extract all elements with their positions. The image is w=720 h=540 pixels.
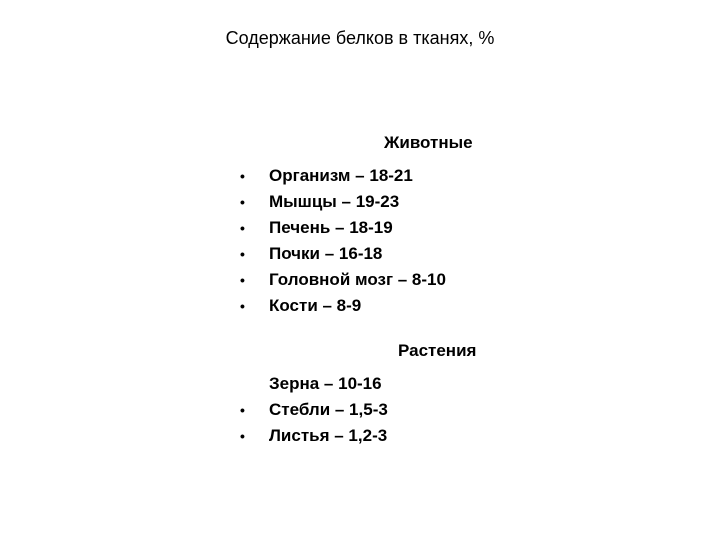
list-item-text: Листья – 1,2-3: [269, 426, 388, 445]
list-item-text: Организм – 18-21: [269, 166, 413, 185]
bullet-icon: •: [240, 298, 245, 314]
list-item-text: Головной мозг – 8-10: [269, 270, 446, 289]
bullet-icon: •: [240, 402, 245, 418]
list-item-text: Печень – 18-19: [269, 218, 393, 237]
list-item-text: Кости – 8-9: [269, 296, 362, 315]
bullet-icon: •: [240, 168, 245, 184]
section-heading-animals: Животные: [384, 133, 473, 152]
bullet-icon: •: [240, 428, 245, 444]
list-item-text: Стебли – 1,5-3: [269, 400, 388, 419]
bullet-icon: •: [240, 246, 245, 262]
section-heading-plants: Растения: [398, 341, 477, 360]
list-item-text: Почки – 16-18: [269, 244, 383, 263]
list-item-text: Мышцы – 19-23: [269, 192, 400, 211]
list-item-text: Зерна – 10-16: [269, 374, 382, 393]
bullet-icon: •: [240, 194, 245, 210]
bullet-icon: •: [240, 220, 245, 236]
page-title: Содержание белков в тканях, %: [225, 28, 495, 48]
bullet-icon: •: [240, 272, 245, 288]
